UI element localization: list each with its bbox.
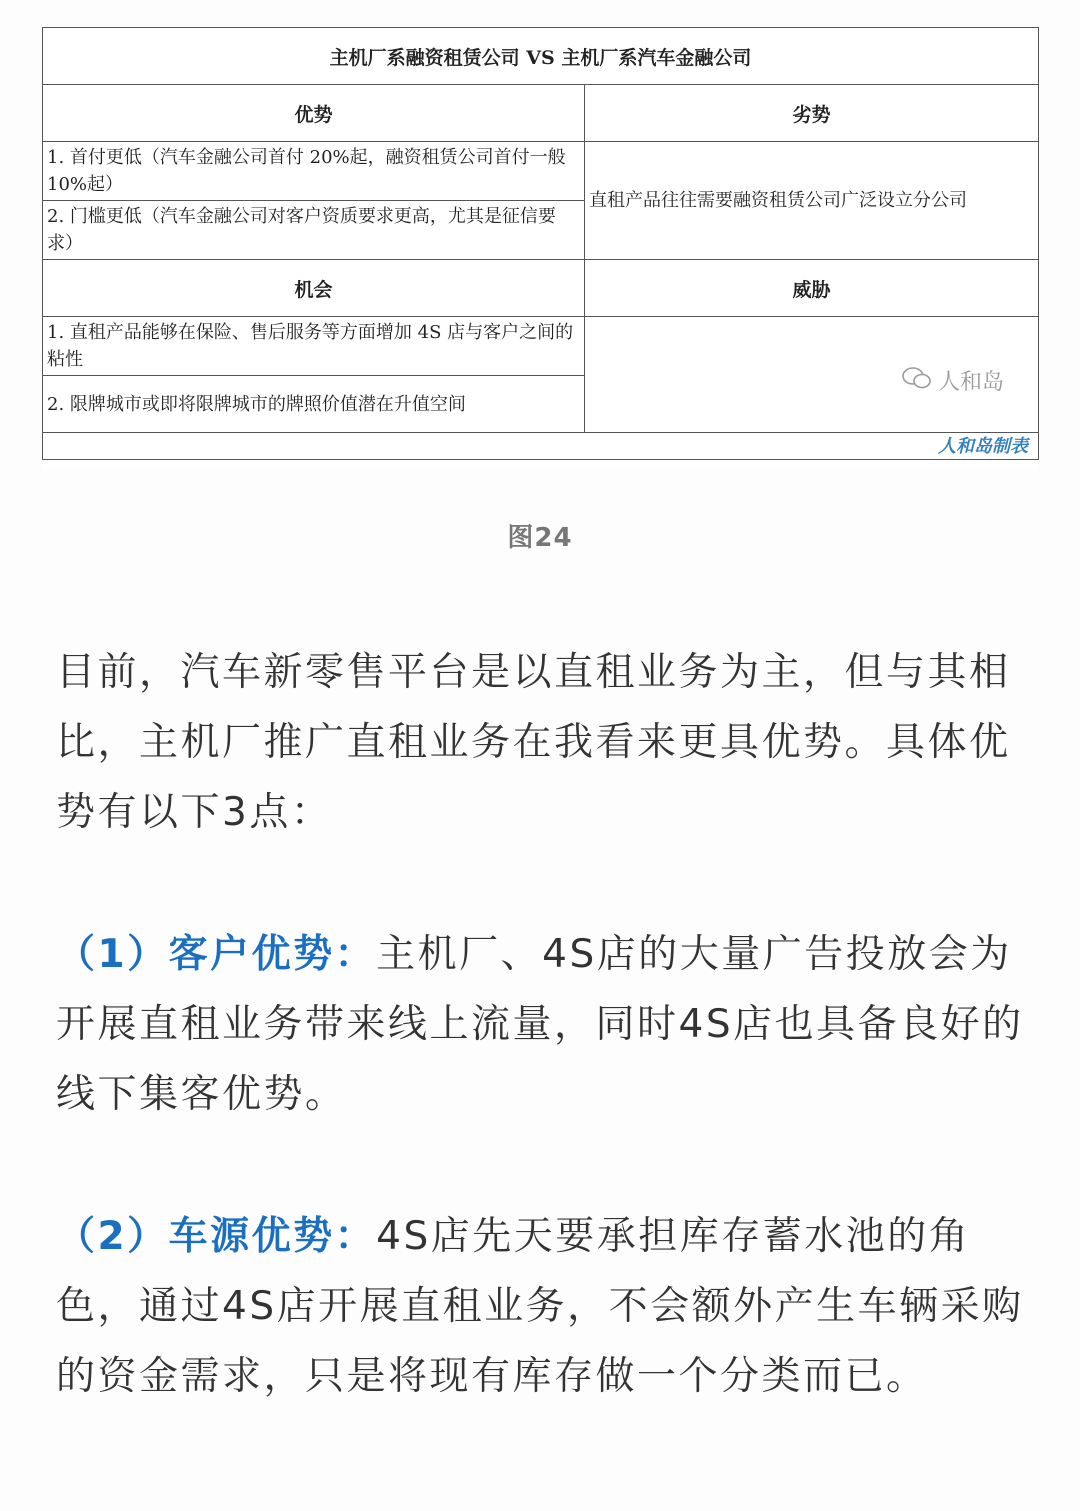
customer-advantage-label: （1）客户优势： [56,932,377,977]
opportunity-item-2: 2. 限牌城市或即将限牌城市的牌照价值潜在升值空间 [43,376,585,433]
table-title: 主机厂系融资租赁公司 VS 主机厂系汽车金融公司 [43,28,1039,85]
customer-advantage-paragraph [56,920,1026,1130]
vehicle-source-label: （2）车源优势： [56,1214,377,1259]
weaknesses-header: 劣势 [585,85,1039,142]
threats-cell [585,317,1039,433]
vehicle-source-paragraph [56,1202,1026,1412]
threats-header: 威胁 [585,260,1039,317]
strength-item-1: 1. 首付更低（汽车金融公司首付 20%起，融资租赁公司首付一般 10%起） [43,142,585,201]
strengths-header: 优势 [43,85,585,142]
swot-table-image [42,27,1038,469]
opportunity-item-1: 1. 直租产品能够在保险、售后服务等方面增加 4S 店与客户之间的粘性 [43,317,585,376]
strength-item-2: 2. 门槛更低（汽车金融公司对客户资质要求更高，尤其是征信要求） [43,201,585,260]
table-footer [43,433,1039,460]
wechat-icon [902,366,932,396]
opportunities-header: 机会 [43,260,585,317]
article-body [56,638,1026,1484]
weakness-item: 直租产品往往需要融资租赁公司广泛设立分公司 [585,142,1039,260]
brand-label: 人和岛制表 [938,436,1029,457]
customer-advantage-text: 主机厂、4S店的大量广告投放会为开展直租业务带来线上流量，同时4S店也具备良好的线下集客优势。 [56,932,1024,1117]
watermark-text: 人和岛 [938,370,1005,395]
figure-caption: 图24 [507,523,573,553]
vehicle-source-text: 4S店先天要承担库存蓄水池的角色，通过4S店开展直租业务，不会额外产生车辆采购的资金需求，只是将现有库存做一个分类而已。 [56,1214,1024,1399]
intro-paragraph: 目前，汽车新零售平台是以直租业务为主，但与其相比，主机厂推广直租业务在我看来更具优势。具体优势有以下3点： [56,650,1011,835]
watermark [902,365,1004,396]
swot-table [42,27,1039,460]
